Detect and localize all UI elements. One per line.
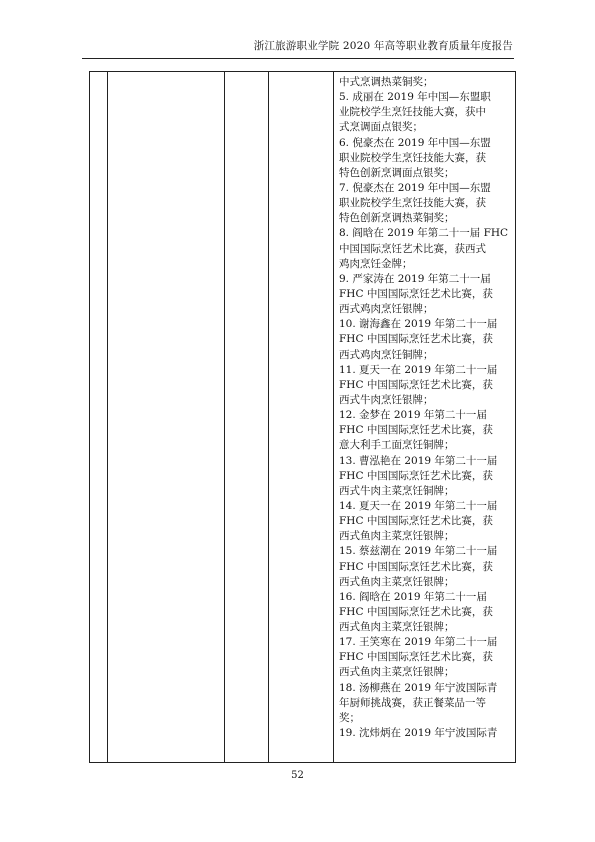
award-line: FHC 中国国际烹饪艺术比赛，获 (339, 605, 493, 618)
column-divider (268, 72, 269, 762)
award-line: 19. 沈炜炳在 2019 年宁波国际青 (339, 727, 498, 740)
award-line: FHC 中国国际烹饪艺术比赛，获 (339, 333, 493, 346)
award-line: FHC 中国国际烹饪艺术比赛，获 (339, 651, 493, 664)
award-line: 5. 成丽在 2019 年中国—东盟职 (339, 91, 491, 104)
award-line: 意大利手工面烹饪铜牌； (339, 439, 455, 452)
award-line: 16. 阎晗在 2019 年第二十一届 (339, 590, 487, 603)
award-line: 中式烹调热菜铜奖； (339, 76, 434, 88)
award-line: 7. 倪豪杰在 2019 年中国—东盟 (339, 181, 491, 194)
award-line: 职业院校学生烹饪技能大赛，获 (339, 197, 486, 210)
award-line: 职业院校学生烹饪技能大赛，获 (339, 151, 486, 164)
award-line: 西式牛肉主菜烹饪铜牌； (339, 484, 455, 497)
award-line: FHC 中国国际烹饪艺术比赛，获 (339, 424, 493, 437)
award-line: 15. 蔡兹潮在 2019 年第二十一届 (339, 545, 498, 558)
header-divider (82, 58, 514, 59)
awards-table (89, 71, 516, 763)
award-line: 14. 夏天一在 2019 年第二十一届 (339, 499, 498, 512)
award-line: 西式鱼肉主菜烹饪银牌； (339, 530, 455, 543)
award-line: 8. 阎晗在 2019 年第二十一届 FHC (339, 227, 509, 240)
award-line: 13. 曹泓艳在 2019 年第二十一届 (339, 454, 498, 467)
award-line: 式烹调面点银奖； (339, 121, 423, 134)
award-line: 鸡肉烹饪金牌； (339, 257, 413, 270)
award-line: 10. 谢海鑫在 2019 年第二十一届 (339, 318, 498, 331)
award-line: FHC 中国国际烹饪艺术比赛，获 (339, 560, 493, 573)
award-line: 6. 倪豪杰在 2019 年中国—东盟 (339, 136, 491, 149)
award-list-cell (339, 75, 509, 741)
award-line: 12. 金梦在 2019 年第二十一届 (339, 409, 487, 422)
award-line: 西式鱼肉主菜烹饪银牌； (339, 621, 455, 634)
award-line: FHC 中国国际烹饪艺术比赛，获 (339, 469, 493, 482)
award-line: 年厨师挑战赛，获正餐菜品一等 (339, 696, 486, 709)
page-header: 浙江旅游职业学院 2020 年高等职业教育质量年度报告 (253, 40, 513, 52)
award-line: 17. 王笑寒在 2019 年第二十一届 (339, 636, 498, 649)
award-line: 特色创新烹调热菜铜奖； (339, 212, 455, 225)
award-line: 11. 夏天一在 2019 年第二十一届 (339, 363, 498, 376)
award-line: 18. 汤柳燕在 2019 年宁波国际青 (339, 681, 498, 694)
column-divider (333, 72, 334, 762)
award-line: 特色创新烹调面点银奖； (339, 166, 455, 179)
award-line: 中国国际烹饪艺术比赛，获西式 (339, 242, 486, 255)
award-line: 奖； (339, 711, 360, 724)
award-line: FHC 中国国际烹饪艺术比赛，获 (339, 287, 493, 300)
page-number: 52 (291, 770, 304, 781)
award-line: 业院校学生烹饪技能大赛，获中 (339, 106, 486, 119)
award-line: FHC 中国国际烹饪艺术比赛，获 (339, 378, 493, 391)
award-line: 西式鱼肉主菜烹饪银牌； (339, 575, 455, 588)
column-divider (224, 72, 225, 762)
award-line: 9. 严家涛在 2019 年第二十一届 (339, 272, 491, 285)
award-line: 西式鸡肉烹饪铜牌； (339, 348, 434, 361)
column-divider (107, 72, 108, 762)
award-line: 西式牛肉烹饪银牌； (339, 393, 434, 406)
award-line: FHC 中国国际烹饪艺术比赛，获 (339, 515, 493, 528)
award-line: 西式鱼肉主菜烹饪银牌； (339, 666, 455, 679)
award-line: 西式鸡肉烹饪银牌； (339, 303, 434, 316)
